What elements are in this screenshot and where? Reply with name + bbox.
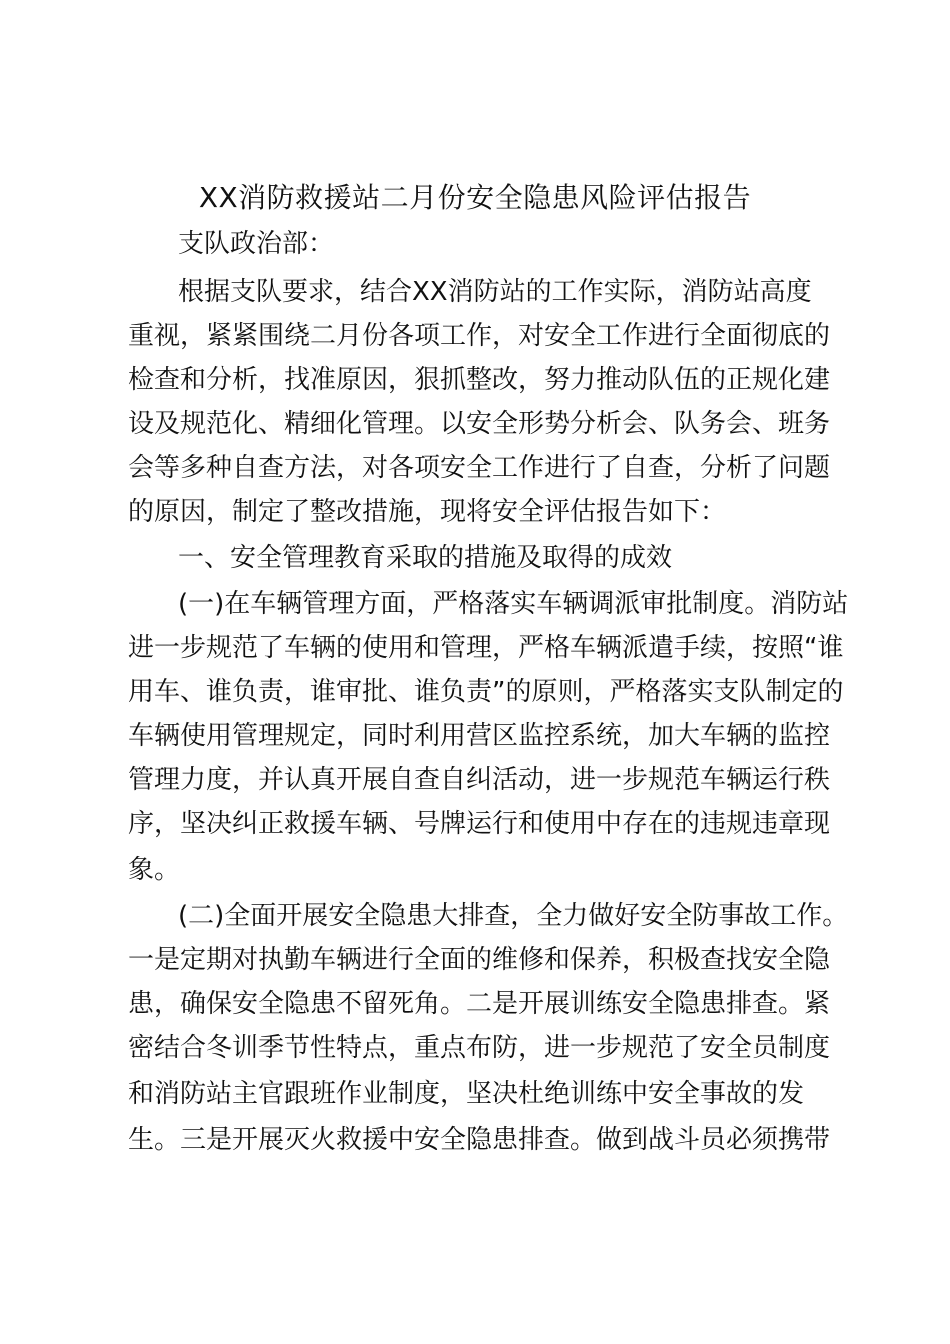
body-line: 用车、谁负责，谁审批、谁负责”的原则，严格落实支队制定的	[128, 677, 844, 707]
body-line: (二)全面开展安全隐患大排查，全力做好安全防事故工作。	[178, 901, 849, 931]
body-line: 和消防站主官跟班作业制度，坚决杜绝训练中安全事故的发	[128, 1079, 805, 1109]
body-line: 管理力度，并认真开展自查自纠活动，进一步规范车辆运行秩	[128, 765, 831, 795]
body-line: 设及规范化、精细化管理。以安全形势分析会、队务会、班务	[128, 409, 831, 439]
body-line: 重视，紧紧围绕二月份各项工作，对安全工作进行全面彻底的	[128, 321, 831, 351]
body-line: 进一步规范了车辆的使用和管理，严格车辆派遣手续，按照“谁	[128, 633, 844, 663]
body-line: 检查和分析，找准原因，狠抓整改，努力推动队伍的正规化建	[128, 365, 831, 395]
body-line: 患，确保安全隐患不留死角。二是开展训练安全隐患排查。紧	[128, 989, 831, 1019]
salutation: 支队政治部：	[178, 229, 335, 259]
body-line: 根据支队要求，结合XX消防站的工作实际，消防站高度	[178, 277, 812, 307]
body-line: 象。	[128, 855, 181, 885]
body-line: 一是定期对执勤车辆进行全面的维修和保养，积极查找安全隐	[128, 945, 831, 975]
body-line: 的原因，制定了整改措施，现将安全评估报告如下：	[128, 497, 727, 527]
body-line: 会等多种自查方法，对各项安全工作进行了自查，分析了问题	[128, 453, 831, 483]
section-heading: 一、安全管理教育采取的措施及取得的成效	[178, 543, 673, 573]
body-line: 密结合冬训季节性特点，重点布防，进一步规范了安全员制度	[128, 1033, 831, 1063]
body-line: (一)在车辆管理方面，严格落实车辆调派审批制度。消防站	[178, 589, 849, 619]
body-line: 生。三是开展灭火救援中安全隐患排查。做到战斗员必须携带	[128, 1125, 831, 1155]
body-line: 序，坚决纠正救援车辆、号牌运行和使用中存在的违规违章现	[128, 809, 831, 839]
body-line: 车辆使用管理规定，同时利用营区监控系统，加大车辆的监控	[128, 721, 831, 751]
document-title: XX消防救援站二月份安全隐患风险评估报告	[198, 181, 752, 214]
